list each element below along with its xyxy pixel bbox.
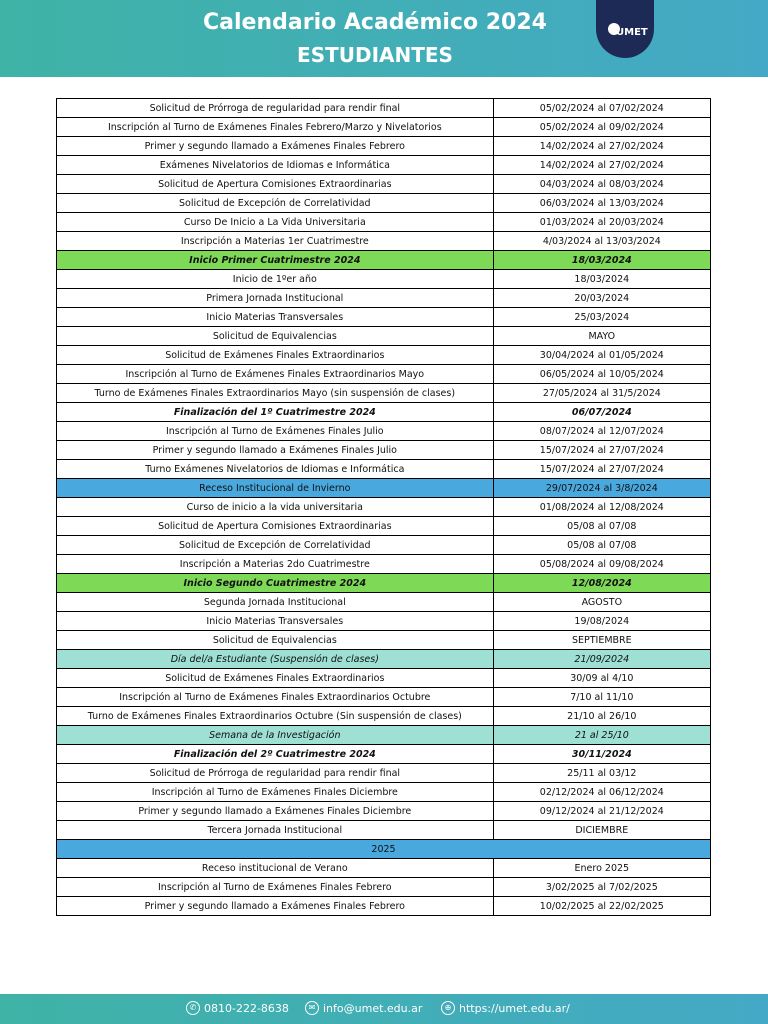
event-label: Solicitud de Prórroga de regularidad para rendir final <box>57 99 494 118</box>
event-date: 19/08/2024 <box>493 612 710 631</box>
event-date: 21 al 25/10 <box>493 726 710 745</box>
event-label: Inscripción a Materias 1er Cuatrimestre <box>57 232 494 251</box>
event-label: Finalización del 2º Cuatrimestre 2024 <box>57 745 494 764</box>
event-label: Inicio Primer Cuatrimestre 2024 <box>57 251 494 270</box>
table-row <box>57 479 711 498</box>
event-label: Exámenes Nivelatorios de Idiomas e Informática <box>57 156 494 175</box>
event-label: Solicitud de Exámenes Finales Extraordinarios <box>57 346 494 365</box>
event-date: 06/05/2024 al 10/05/2024 <box>493 365 710 384</box>
logo-text: UMET <box>616 27 648 38</box>
mail-icon: ✉ <box>305 1001 319 1015</box>
table-row <box>57 175 711 194</box>
event-label: Primera Jornada Institucional <box>57 289 494 308</box>
event-label: Finalización del 1º Cuatrimestre 2024 <box>57 403 494 422</box>
event-date: 01/03/2024 al 20/03/2024 <box>493 213 710 232</box>
table-row <box>57 346 711 365</box>
event-label: Inicio Materias Transversales <box>57 612 494 631</box>
event-date: 01/08/2024 al 12/08/2024 <box>493 498 710 517</box>
event-label: Segunda Jornada Institucional <box>57 593 494 612</box>
event-label: Turno de Exámenes Finales Extraordinarios Octubre (Sin suspensión de clases) <box>57 707 494 726</box>
event-date: 15/07/2024 al 27/07/2024 <box>493 441 710 460</box>
event-label: Primer y segundo llamado a Exámenes Finales Febrero <box>57 897 494 916</box>
table-row <box>57 878 711 897</box>
table-row <box>57 859 711 878</box>
table-row <box>57 688 711 707</box>
table-row <box>57 403 711 422</box>
event-date: 27/05/2024 al 31/5/2024 <box>493 384 710 403</box>
event-date: 14/02/2024 al 27/02/2024 <box>493 156 710 175</box>
footer-phone[interactable] <box>186 1001 289 1015</box>
event-date: 08/07/2024 al 12/07/2024 <box>493 422 710 441</box>
event-date: 29/07/2024 al 3/8/2024 <box>493 479 710 498</box>
event-date: 05/08 al 07/08 <box>493 536 710 555</box>
table-row <box>57 726 711 745</box>
table-row <box>57 422 711 441</box>
event-label: Inscripción al Turno de Exámenes Finales Febrero/Marzo y Nivelatorios <box>57 118 494 137</box>
event-date: 05/08 al 07/08 <box>493 517 710 536</box>
event-date: 30/11/2024 <box>493 745 710 764</box>
event-label: Solicitud de Prórroga de regularidad para rendir final <box>57 764 494 783</box>
table-row <box>57 517 711 536</box>
event-label: Inicio Segundo Cuatrimestre 2024 <box>57 574 494 593</box>
table-row <box>57 555 711 574</box>
table-row <box>57 650 711 669</box>
event-label: Solicitud de Equivalencias <box>57 327 494 346</box>
event-date: 05/02/2024 al 09/02/2024 <box>493 118 710 137</box>
event-date: 30/04/2024 al 01/05/2024 <box>493 346 710 365</box>
page-title: Calendario Académico 2024 <box>203 10 547 35</box>
table-row <box>57 270 711 289</box>
event-date: 02/12/2024 al 06/12/2024 <box>493 783 710 802</box>
table-row <box>57 289 711 308</box>
event-label: Receso Institucional de Invierno <box>57 479 494 498</box>
table-row <box>57 99 711 118</box>
event-date: MAYO <box>493 327 710 346</box>
table-row <box>57 194 711 213</box>
event-label: Inscripción al Turno de Exámenes Finales Febrero <box>57 878 494 897</box>
event-label: Receso institucional de Verano <box>57 859 494 878</box>
table-row <box>57 612 711 631</box>
table-row <box>57 441 711 460</box>
table-row <box>57 840 711 859</box>
event-date: 3/02/2025 al 7/02/2025 <box>493 878 710 897</box>
event-date: 05/08/2024 al 09/08/2024 <box>493 555 710 574</box>
event-label: Solicitud de Apertura Comisiones Extraordinarias <box>57 517 494 536</box>
event-date: 20/03/2024 <box>493 289 710 308</box>
event-date: 30/09 al 4/10 <box>493 669 710 688</box>
event-date: 09/12/2024 al 21/12/2024 <box>493 802 710 821</box>
page-subtitle: ESTUDIANTES <box>297 43 453 67</box>
event-label: Semana de la Investigación <box>57 726 494 745</box>
event-label: Solicitud de Exámenes Finales Extraordinarios <box>57 669 494 688</box>
event-date: 18/03/2024 <box>493 251 710 270</box>
table-row <box>57 707 711 726</box>
table-row <box>57 821 711 840</box>
table-row <box>57 897 711 916</box>
table-row <box>57 137 711 156</box>
event-date: DICIEMBRE <box>493 821 710 840</box>
globe-icon: ⊕ <box>441 1001 455 1015</box>
event-label: Inscripción al Turno de Exámenes Finales Julio <box>57 422 494 441</box>
event-date: 14/02/2024 al 27/02/2024 <box>493 137 710 156</box>
footer-website[interactable] <box>441 1001 570 1015</box>
event-label: Primer y segundo llamado a Exámenes Finales Diciembre <box>57 802 494 821</box>
table-row <box>57 308 711 327</box>
event-date: 06/07/2024 <box>493 403 710 422</box>
event-label: Primer y segundo llamado a Exámenes Finales Febrero <box>57 137 494 156</box>
page-header <box>0 0 768 77</box>
event-date: SEPTIEMBRE <box>493 631 710 650</box>
table-row <box>57 365 711 384</box>
event-date: 4/03/2024 al 13/03/2024 <box>493 232 710 251</box>
event-date: 15/07/2024 al 27/07/2024 <box>493 460 710 479</box>
event-date: 25/03/2024 <box>493 308 710 327</box>
event-label: Primer y segundo llamado a Exámenes Finales Julio <box>57 441 494 460</box>
event-date: Enero 2025 <box>493 859 710 878</box>
event-label: Inscripción al Turno de Exámenes Finales Extraordinarios Octubre <box>57 688 494 707</box>
table-row <box>57 536 711 555</box>
calendar-table <box>56 98 711 916</box>
table-row <box>57 118 711 137</box>
table-row <box>57 783 711 802</box>
umet-logo <box>596 0 654 58</box>
page-footer <box>0 994 768 1024</box>
event-label: Solicitud de Excepción de Correlatividad <box>57 536 494 555</box>
event-date: 06/03/2024 al 13/03/2024 <box>493 194 710 213</box>
table-row <box>57 593 711 612</box>
event-label: Inscripción a Materias 2do Cuatrimestre <box>57 555 494 574</box>
event-label: Solicitud de Excepción de Correlatividad <box>57 194 494 213</box>
phone-icon: ✆ <box>186 1001 200 1015</box>
table-row <box>57 631 711 650</box>
event-date: 25/11 al 03/12 <box>493 764 710 783</box>
event-date: 21/10 al 26/10 <box>493 707 710 726</box>
table-row <box>57 745 711 764</box>
table-row <box>57 232 711 251</box>
event-label: Inscripción al Turno de Exámenes Finales Diciembre <box>57 783 494 802</box>
table-row <box>57 460 711 479</box>
event-label: Tercera Jornada Institucional <box>57 821 494 840</box>
event-date: 21/09/2024 <box>493 650 710 669</box>
table-row <box>57 574 711 593</box>
year-heading: 2025 <box>57 840 711 859</box>
event-label: Inicio de 1ºer año <box>57 270 494 289</box>
event-label: Inscripción al Turno de Exámenes Finales Extraordinarios Mayo <box>57 365 494 384</box>
table-row <box>57 327 711 346</box>
table-row <box>57 384 711 403</box>
footer-email-text: info@umet.edu.ar <box>323 1001 423 1015</box>
event-label: Solicitud de Apertura Comisiones Extraordinarias <box>57 175 494 194</box>
event-date: AGOSTO <box>493 593 710 612</box>
table-row <box>57 802 711 821</box>
table-row <box>57 669 711 688</box>
event-label: Turno de Exámenes Finales Extraordinarios Mayo (sin suspensión de clases) <box>57 384 494 403</box>
event-label: Curso De Inicio a La Vida Universitaria <box>57 213 494 232</box>
footer-phone-text: 0810-222-8638 <box>204 1001 289 1015</box>
event-label: Curso de inicio a la vida universitaria <box>57 498 494 517</box>
event-date: 04/03/2024 al 08/03/2024 <box>493 175 710 194</box>
table-row <box>57 764 711 783</box>
table-row <box>57 156 711 175</box>
footer-email[interactable] <box>305 1001 422 1015</box>
event-label: Turno Exámenes Nivelatorios de Idiomas e Informática <box>57 460 494 479</box>
event-date: 05/02/2024 al 07/02/2024 <box>493 99 710 118</box>
event-date: 18/03/2024 <box>493 270 710 289</box>
table-row <box>57 213 711 232</box>
event-label: Día del/a Estudiante (Suspensión de clases) <box>57 650 494 669</box>
footer-website-text: https://umet.edu.ar/ <box>459 1001 570 1015</box>
event-date: 10/02/2025 al 22/02/2025 <box>493 897 710 916</box>
event-date: 7/10 al 11/10 <box>493 688 710 707</box>
table-row <box>57 251 711 270</box>
event-date: 12/08/2024 <box>493 574 710 593</box>
event-label: Solicitud de Equivalencias <box>57 631 494 650</box>
table-row <box>57 498 711 517</box>
event-label: Inicio Materias Transversales <box>57 308 494 327</box>
